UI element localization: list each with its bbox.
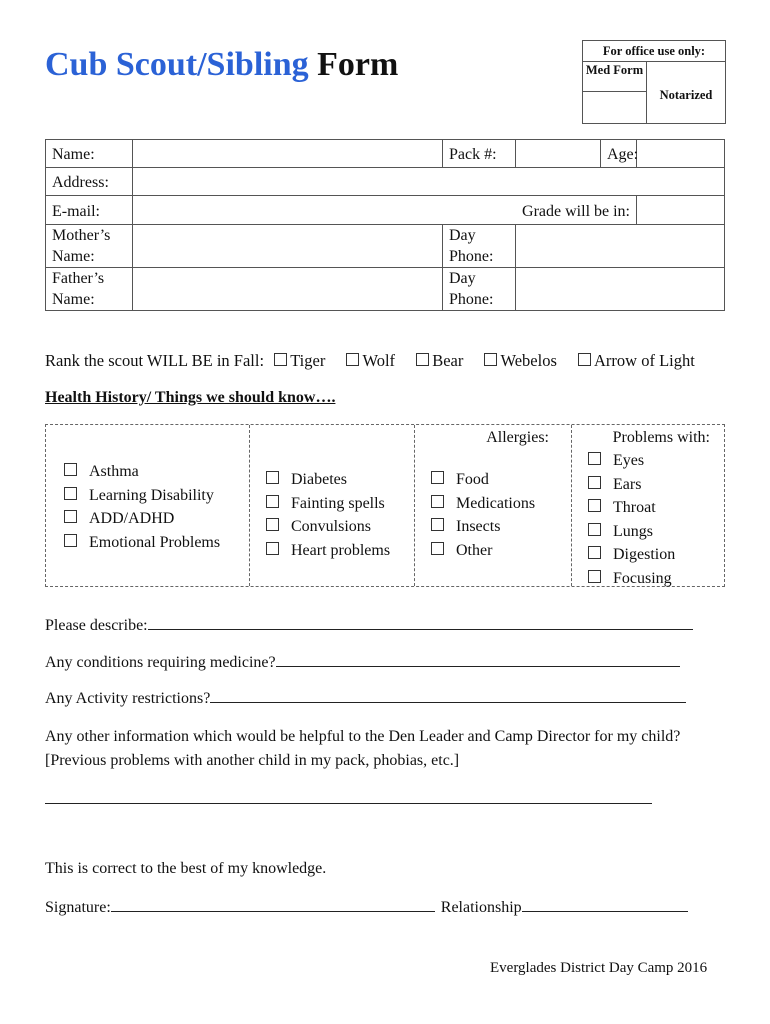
pack-field[interactable] xyxy=(516,140,601,168)
age-field[interactable] xyxy=(637,140,725,168)
address-label: Address: xyxy=(46,168,133,196)
checkbox-eyes[interactable]: Eyes xyxy=(588,449,724,473)
describe-row xyxy=(45,615,693,635)
medicine-line[interactable] xyxy=(276,652,680,667)
fathers-name-label: Father’s Name: xyxy=(46,268,133,311)
describe-label: Please describe: xyxy=(45,617,148,634)
email-field[interactable] xyxy=(133,196,516,225)
allergies-col xyxy=(415,425,572,586)
age-label: Age: xyxy=(601,140,637,168)
rank-option-wolf[interactable]: Wolf xyxy=(346,351,395,370)
checkbox-focusing[interactable]: Focusing xyxy=(588,567,724,591)
health-history-heading: Health History/ Things we should know…. xyxy=(45,389,336,406)
checkbox-add-adhd[interactable]: ADD/ADHD xyxy=(64,507,249,531)
checkbox-ears[interactable]: Ears xyxy=(588,473,724,497)
health-col-2 xyxy=(250,425,415,586)
email-label: E-mail: xyxy=(46,196,133,225)
rank-option-arrow-of-light[interactable]: Arrow of Light xyxy=(578,351,695,370)
other-info-text: Any other information which would be helpful to the Den Leader and Camp Director for my child? [Previous problems with another child in my pack, phobias, etc.] xyxy=(45,728,681,769)
problems-title: Problems with: xyxy=(612,429,710,446)
medicine-label: Any conditions requiring medicine? xyxy=(45,654,276,671)
signature-label: Signature: xyxy=(45,899,111,916)
rank-option-tiger[interactable]: Tiger xyxy=(274,351,325,370)
address-field[interactable] xyxy=(133,168,725,196)
notarized-label: Notarized xyxy=(659,88,713,102)
checkbox-diabetes[interactable]: Diabetes xyxy=(266,468,414,492)
checkbox-lungs[interactable]: Lungs xyxy=(588,520,724,544)
restrictions-row xyxy=(45,688,686,708)
grade-field[interactable] xyxy=(637,196,725,225)
allergies-title: Allergies: xyxy=(486,429,549,446)
checkbox-learning-disability[interactable]: Learning Disability xyxy=(64,484,249,508)
checkbox-emotional-problems[interactable]: Emotional Problems xyxy=(64,531,249,555)
describe-line[interactable] xyxy=(148,615,693,630)
day-phone-label-1: Day Phone: xyxy=(443,225,516,268)
rank-option-bear[interactable]: Bear xyxy=(416,351,463,370)
restrictions-line[interactable] xyxy=(210,688,686,703)
pack-label: Pack #: xyxy=(443,140,516,168)
checkbox-insects[interactable]: Insects xyxy=(431,515,571,539)
day-phone-field-1[interactable] xyxy=(516,225,725,268)
checkbox-throat[interactable]: Throat xyxy=(588,496,724,520)
relationship-line[interactable] xyxy=(522,897,688,912)
day-phone-field-2[interactable] xyxy=(516,268,725,311)
rank-label: Rank the scout WILL BE in Fall: xyxy=(45,351,265,370)
page-title xyxy=(45,46,398,84)
footer-text: Everglades District Day Camp 2016 xyxy=(490,960,708,976)
restrictions-label: Any Activity restrictions? xyxy=(45,690,211,707)
office-use-box xyxy=(582,40,726,124)
checkbox-asthma[interactable]: Asthma xyxy=(64,460,249,484)
med-form-cell[interactable] xyxy=(583,92,646,122)
grade-label: Grade will be in: xyxy=(516,196,637,225)
mothers-name-field[interactable] xyxy=(133,225,443,268)
health-history-box xyxy=(45,424,725,587)
rank-row xyxy=(45,349,695,373)
other-info-line[interactable] xyxy=(45,803,652,804)
name-label: Name: xyxy=(46,140,133,168)
title-blue-part: Cub Scout/Sibling xyxy=(45,46,309,83)
correct-statement: This is correct to the best of my knowledge. xyxy=(45,860,327,877)
health-col-1 xyxy=(46,425,250,586)
title-black-part: Form xyxy=(317,46,399,83)
signature-line[interactable] xyxy=(111,897,435,912)
fathers-name-field[interactable] xyxy=(133,268,443,311)
checkbox-fainting-spells[interactable]: Fainting spells xyxy=(266,492,414,516)
rank-option-webelos[interactable]: Webelos xyxy=(484,351,556,370)
checkbox-other[interactable]: Other xyxy=(431,539,571,563)
signature-row xyxy=(45,897,688,917)
checkbox-medications[interactable]: Medications xyxy=(431,492,571,516)
relationship-label: Relationship xyxy=(440,899,522,916)
checkbox-heart-problems[interactable]: Heart problems xyxy=(266,539,414,563)
office-use-header: For office use only: xyxy=(583,41,725,62)
checkbox-convulsions[interactable]: Convulsions xyxy=(266,515,414,539)
day-phone-label-2: Day Phone: xyxy=(443,268,516,311)
scout-info-table xyxy=(45,139,725,311)
checkbox-food[interactable]: Food xyxy=(431,468,571,492)
medicine-row xyxy=(45,652,680,672)
checkbox-digestion[interactable]: Digestion xyxy=(588,543,724,567)
name-field[interactable] xyxy=(133,140,443,168)
mothers-name-label: Mother’s Name: xyxy=(46,225,133,268)
med-form-label: Med Form xyxy=(583,62,646,92)
problems-col xyxy=(572,425,724,586)
